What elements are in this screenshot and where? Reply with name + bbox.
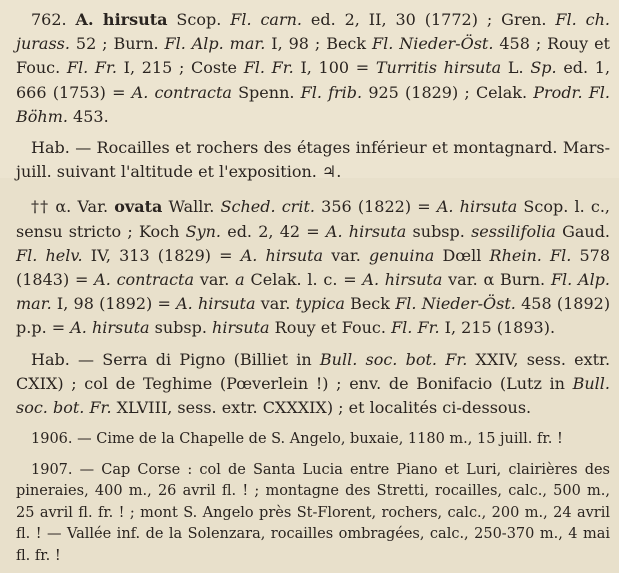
variety-ovata-citation: †† α. Var. ovata Wallr. Sched. crit. 356 (1822) = A. hirsuta Scop. l. c., sensu stricto ; Koch Syn. ed. 2, 42 = A. hirsuta subsp. sessilifolia Gaud. Fl. helv. IV, 313 (1829) = A. hirsuta var. genuina Dœll Rhein. Fl. 578 (1843) = A. contracta var. a Celak. l. c. = A. hirsuta var. α Burn. Fl. Alp. mar. I, 98 (1892) = A. hirsuta var. typica Beck Fl. Nieder-Öst. 458 (1892) p.p. = A. hirsuta subsp. hirsuta Rouy et Fouc. Fl. Fr. I, 215 (1893). [16, 197, 611, 338]
habitat-762: Hab. — Rocailles et rochers des étages inférieur et montagnard. Mars-juill. suivant l'altitude et l'exposition. ♃. [16, 138, 610, 182]
habitat-ovata: Hab. — Serra di Pigno (Billiet in Bull. soc. bot. Fr. XXIV, sess. extr. CXIX) ; col de Teghime (Pœverlein !) ; env. de Bonifacio (Lutz in Bull. soc. bot. Fr. XLVIII, sess. extr. CXXXIX) ; et localités ci-dessous. [16, 349, 611, 418]
entry-762-citation: 762. A. hirsuta Scop. Fl. carn. ed. 2, II, 30 (1772) ; Gren. Fl. ch. jurass. 52 ; Burn. Fl. Alp. mar. I, 98 ; Beck Fl. Nieder-Öst. 458 ; Rouy et Fouc. Fl. Fr. I, 215 ; Coste Fl. Fr. I, 100 = Turritis hirsuta L. Sp. ed. 1, 666 (1753) = A. contracta Spenn. Fl. frib. 925 (1829) ; Celak. Prodr. Fl. Böhm. 453. [16, 10, 611, 126]
observation-1907: 1907. — Cap Corse : col de Santa Lucia entre Piano et Luri, clairières des pineraies, 400 m., 26 avril fl. ! ; montagne des Stretti, rocailles, calc., 500 m., 25 avril fl. fr. ! ; mont S. Angelo près St-Florent, rochers, calc., 200 m., 24 avril fl. ! — Vallée inf. de la Solenzara, rocailles ombragées, calc., 250-370 m., 4 mai fl. fr. ! [16, 461, 610, 564]
text-body [16, 8, 610, 567]
observation-1906: 1906. — Cime de la Chapelle de S. Angelo, buxaie, 1180 m., 15 juill. fr. ! [31, 431, 563, 448]
